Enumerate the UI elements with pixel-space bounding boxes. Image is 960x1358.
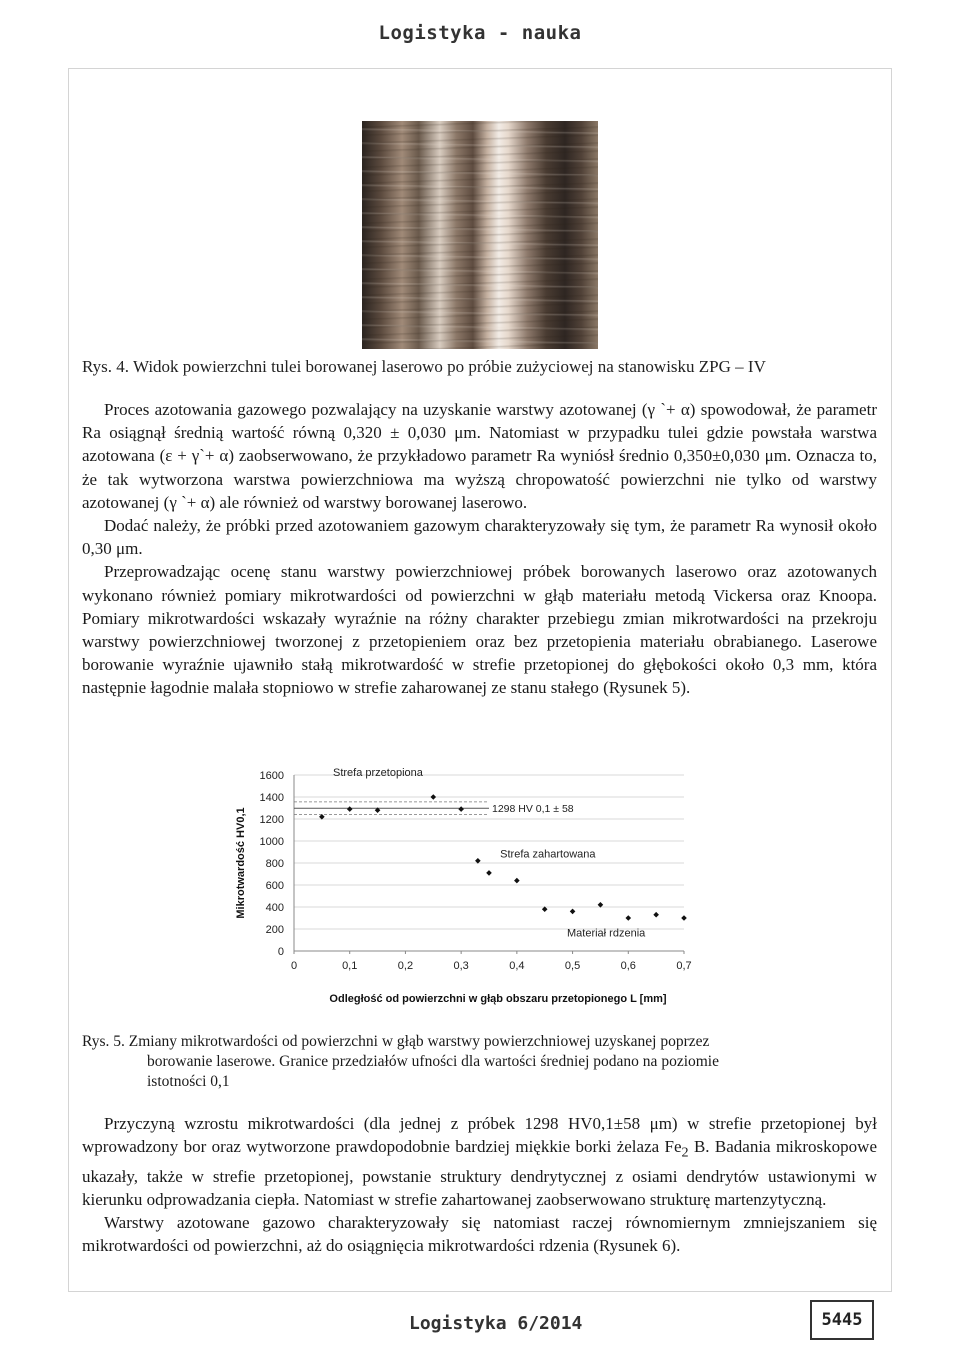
y-tick-label: 0 [277, 946, 284, 958]
x-tick-label: 0,2 [397, 960, 414, 972]
y-tick-label: 600 [265, 880, 284, 892]
body-text-top [82, 398, 877, 700]
body-text-bottom [82, 1112, 877, 1258]
caption-line: istotności 0,1 [147, 1073, 230, 1090]
paragraph-segment: Przyczyną wzrostu mikrotwardości (dla jednej z próbek 1298 HV0,1±58 μm) w strefie przetopionej był wprowadzony bor oraz wytworzone prawdopodobnie bardziej miękkie borki żelaza Fe [82, 1114, 877, 1157]
sleeve-surface-photo [362, 121, 598, 349]
y-tick-label: 200 [265, 924, 284, 936]
page-number: 5445 [810, 1300, 874, 1340]
x-tick-label: 0 [290, 960, 298, 972]
paragraph-segment: B. Badania mikroskopowe ukazały, także w strefie przetopionej, powstanie struktury dendrytycznej z osiami dendrytów ustawionymi w kierunku odprowadzania ciepła. Natomiast w strefie zahartowanej zaobserwowano strukturę martenzytyczną. [82, 1137, 877, 1209]
caption-line: Rys. 5. Zmiany mikrotwardości od powierzchni w głąb warstwy powierzchniowej uzyskanej poprzez [82, 1033, 710, 1050]
paragraph: Dodać należy, że próbki przed azotowaniem gazowym charakteryzowały się tym, że parametr Ra wynosił około 0,30 μm. [82, 516, 877, 559]
microhardness-chart [228, 762, 728, 1014]
y-tick-label: 1000 [259, 836, 284, 848]
x-tick-label: 0,1 [342, 960, 358, 972]
chart-annotation: Materiał rdzenia [567, 927, 646, 940]
x-tick-label: 0,4 [509, 960, 525, 972]
subscript: 2 [681, 1144, 689, 1161]
y-tick-label: 1600 [259, 770, 284, 782]
y-tick-label: 1200 [259, 814, 284, 826]
x-tick-label: 0,3 [453, 960, 469, 972]
y-axis-label: Mikrotwardość HV0,1 [235, 807, 247, 919]
figure-4-caption: Rys. 4. Widok powierzchni tulei borowanej laserowo po próbie zużyciowej na stanowisku ZPG – IV [82, 357, 766, 376]
y-tick-label: 400 [265, 902, 284, 914]
y-tick-label: 800 [265, 858, 284, 870]
x-tick-label: 0,7 [676, 960, 692, 972]
x-tick-label: 0,5 [564, 960, 581, 972]
paragraph: Proces azotowania gazowego pozwalający na uzyskanie warstwy azotowanej (γ `+ α) spowodował, że parametr Ra osiągnął średnią wartość równą 0,320 ± 0,030 μm. Natomiast w przypadku tulei gdzie powstała warstwa azotowana (ε + γ`+ α) zaobserwowano, że przykładowo parametr Ra wyniósł średnio 0,350±0,030 μm. Oznacza to, że tak wytworzona warstwa powierzchniowa ma wyższą chropowatość powierzchni nie tylko od warstwy azotowanej (γ `+ α) ale również od warstwy borowanej laserowo. [82, 400, 877, 512]
y-tick-label: 1400 [259, 792, 284, 804]
paragraph: Przeprowadzając ocenę stanu warstwy powierzchniowej próbek borowanych laserowo oraz azotowanych wykonano również pomiary mikrotwardości od powierzchni w głąb materiału metodą Vickersa oraz Knoopa. Pomiary mikrotwardości wskazały wyraźnie na różny charakter przebiegu zmian mikrotwardości na przekroju warstwy powierzchniowej tworzonej z przetopieniem oraz bez przetopienia materiału obrabianego. Laserowe borowanie wyraźnie ujawniło stałą mikrotwardość w strefie przetopionej do głębokości około 0,3 mm, która następnie łagodnie malała stopniowo w strefie zaharowanej ze stanu stałego (Rysunek 5). [82, 562, 877, 698]
running-header: Logistyka - nauka [378, 22, 582, 44]
paragraph [82, 1112, 877, 1211]
x-tick-label: 0,6 [620, 960, 636, 972]
x-axis-label: Odległość od powierzchni w głąb obszaru przetopionego L [mm] [329, 993, 667, 1005]
paragraph: Warstwy azotowane gazowo charakteryzowały się natomiast raczej równomiernym zmniejszaniem się mikrotwardości od powierzchni, aż do osiągnięcia mikrotwardości rdzenia (Rysunek 6). [82, 1213, 877, 1256]
caption-line: borowanie laserowe. Granice przedziałów ufności dla wartości średniej podano na poziomie [147, 1053, 719, 1070]
chart-annotation: Strefa zahartowana [500, 848, 596, 861]
figure-5-caption [82, 1032, 842, 1092]
mean-value-label: 1298 HV 0,1 ± 58 [492, 803, 574, 816]
journal-footer: Logistyka 6/2014 [409, 1313, 583, 1334]
chart-annotation: Strefa przetopiona [333, 767, 423, 780]
